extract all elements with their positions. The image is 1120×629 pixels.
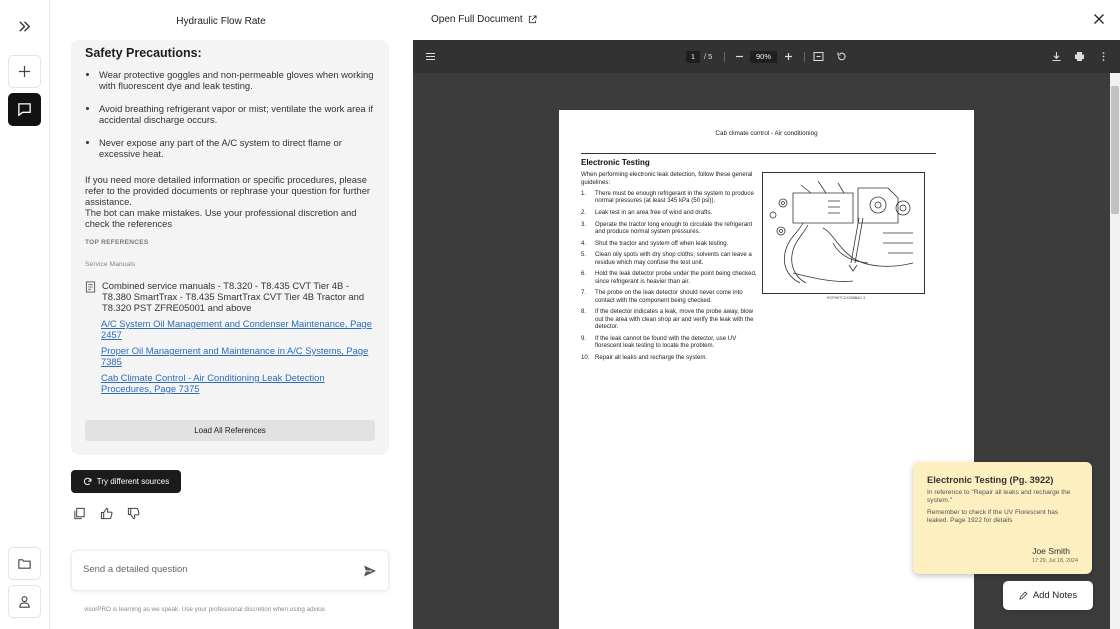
pdf-toolbar (413, 40, 1120, 73)
list-item (581, 240, 757, 247)
reference-document (85, 280, 375, 313)
list-item (581, 354, 757, 361)
new-chat-button[interactable] (8, 55, 41, 88)
close-icon[interactable] (1093, 13, 1105, 25)
user-icon (17, 594, 32, 609)
disclaimer: visorPRO is learning as we speak. Use your professional discretion when using advice. (84, 606, 327, 613)
try-different-sources-button[interactable] (71, 470, 181, 493)
chat-title: Hydraulic Flow Rate (176, 16, 266, 27)
precaution-list (85, 69, 375, 159)
step-text: Hold the leak detector probe under the point being checked, since refrigerant is heavier than air. (595, 270, 757, 285)
list-item (581, 308, 757, 330)
list-item: • Wear protective goggles and non-permeable gloves when working with fluorescent dye and leak testing. (99, 69, 375, 91)
closing-text: If you need more detailed information or specific procedures, please refer to the provided documents or rephrase your question for further assistance. (85, 174, 371, 207)
list-item: • Never expose any part of the A/C system to direct flame or excessive heat. (99, 137, 375, 159)
caution-text: The bot can make mistakes. Use your professional discretion and check the references (85, 207, 357, 229)
viewer-scrollbar-thumb[interactable] (1111, 86, 1119, 214)
figure-caption: RCPH97CCX006BAC 3 (827, 296, 866, 300)
header-rule (581, 153, 936, 154)
download-icon[interactable] (1051, 51, 1062, 62)
note-timestamp: 17:29, Jul 18, 2024 (1032, 558, 1078, 564)
refresh-icon (83, 477, 92, 486)
note-author: Joe Smith (1032, 546, 1070, 556)
plus-icon (17, 64, 32, 79)
engine-diagram-illustration (763, 173, 926, 295)
profile-button[interactable] (8, 585, 41, 618)
reference-link[interactable]: A/C System Oil Management and Condenser Maintenance, Page 2457 (101, 318, 372, 340)
list-item (581, 335, 757, 350)
print-icon[interactable] (1074, 51, 1085, 62)
toolbar-divider (804, 52, 805, 62)
note-body: Remember to check if the UV Florescent has leaked. Page 1922 for details (927, 509, 1059, 524)
reference-link[interactable]: Proper Oil Management and Maintenance in A/C Systems, Page 7385 (101, 345, 369, 367)
expand-sidebar-button[interactable] (8, 10, 41, 43)
step-number: 10. (581, 353, 590, 361)
step-number: 4. (581, 239, 587, 247)
message-heading: Safety Precautions: (85, 46, 202, 60)
fit-page-icon[interactable] (813, 51, 824, 62)
step-text: There must be enough refrigerant in the system to produce normal pressures (at least 345 kPa (50 psi)). (595, 190, 754, 205)
copy-icon[interactable] (73, 507, 86, 520)
double-chevron-right-icon (17, 19, 32, 34)
note-title: Electronic Testing (Pg. 3922) (927, 475, 1054, 485)
step-number: 1. (581, 190, 587, 197)
document-viewer (413, 0, 1120, 629)
service-manuals-label: Service Manuals (85, 261, 136, 268)
reference-link[interactable]: Cab Climate Control - Air Conditioning Leak Detection Procedures, Page 7375 (101, 372, 325, 394)
load-all-references-button[interactable]: Load All References (85, 420, 375, 441)
document-icon (85, 281, 96, 293)
technical-illustration (762, 172, 925, 294)
step-number: 9. (581, 334, 587, 342)
list-item (581, 190, 757, 205)
pdf-page (559, 110, 974, 629)
toolbar-divider (724, 52, 725, 62)
step-number: 6. (581, 270, 587, 278)
add-notes-button[interactable] (1003, 581, 1093, 610)
question-input[interactable] (83, 564, 343, 575)
more-options-icon[interactable] (1098, 51, 1109, 62)
list-item: • Avoid breathing refrigerant vapor or mist; ventilate the work area if accidental discharge occurs. (99, 103, 375, 125)
list-item (581, 221, 757, 236)
bot-message (71, 40, 389, 455)
thumbs-down-icon[interactable] (127, 507, 140, 520)
open-full-document-link[interactable] (431, 14, 537, 25)
message-composer (71, 550, 389, 591)
left-rail (0, 0, 50, 629)
rotate-icon[interactable] (836, 51, 847, 62)
zoom-level[interactable]: 90% (750, 51, 777, 63)
page-total: / 5 (704, 52, 713, 61)
message-actions (73, 507, 140, 520)
chat-bubble-icon (17, 102, 32, 117)
step-number: 8. (581, 308, 587, 316)
zoom-out-icon[interactable] (734, 51, 745, 62)
list-item (581, 289, 757, 304)
menu-icon[interactable] (425, 51, 436, 62)
document-name: Combined service manuals - T8.320 - T8.435 CVT Tier 4B - T8.380 SmartTrax - T8.435 SmartTrax CVT Tier 4B Tractor and T8.320 PST ZFRE05001 and above (102, 280, 365, 313)
open-full-document-label: Open Full Document (431, 14, 523, 25)
page-header: Cab climate control - Air conditioning (715, 130, 818, 137)
try-different-sources-label: Try different sources (96, 477, 170, 486)
page-number-input[interactable]: 1 (686, 51, 700, 63)
pencil-icon (1019, 591, 1028, 600)
list-item (581, 209, 757, 216)
step-number: 2. (581, 209, 587, 216)
step-text: Operate the tractor long enough to circulate the refrigerant and produce normal system pressures. (595, 220, 753, 235)
step-text: If the leak cannot be found with the detector, use UV florescent leak testing to locate the problem. (595, 334, 737, 349)
chat-panel (50, 0, 413, 629)
step-text: Leak test in an area free of wind and drafts. (595, 209, 713, 216)
folder-icon (17, 556, 32, 571)
page-intro: When performing electronic leak detection, follow these general guidelines: (581, 171, 753, 186)
viewer-header (413, 0, 1120, 40)
step-text: The probe on the leak detector should never come into contact with the component being checked. (595, 289, 743, 304)
thumbs-up-icon[interactable] (100, 507, 113, 520)
step-text: Shut the tractor and system off when leak testing. (595, 239, 729, 247)
step-text: If the detector indicates a leak, move the probe away, blow out the area with clean shop air and verify the leak with the detector. (595, 308, 754, 330)
zoom-in-icon[interactable] (783, 51, 794, 62)
chat-nav-button[interactable] (8, 93, 41, 126)
list-item (581, 251, 757, 266)
send-icon[interactable] (363, 564, 377, 578)
folder-button[interactable] (8, 547, 41, 580)
external-link-icon (528, 15, 537, 24)
note-quote: In reference to "Repair all leaks and recharge the system." (927, 489, 1071, 504)
add-notes-label: Add Notes (1032, 590, 1078, 601)
list-item (581, 270, 757, 285)
step-number: 7. (581, 289, 587, 297)
step-text: Clean oily spots with dry shop cloths; solvents can leave a residue which may confuse the test unit. (595, 251, 752, 266)
page-section-title: Electronic Testing (581, 158, 650, 167)
procedure-steps (581, 190, 757, 365)
step-text: Repair all leaks and recharge the system. (595, 353, 708, 361)
step-number: 3. (581, 220, 587, 228)
step-number: 5. (581, 251, 587, 259)
top-references-label: TOP REFERENCES (85, 239, 149, 246)
sticky-note[interactable] (913, 462, 1092, 574)
